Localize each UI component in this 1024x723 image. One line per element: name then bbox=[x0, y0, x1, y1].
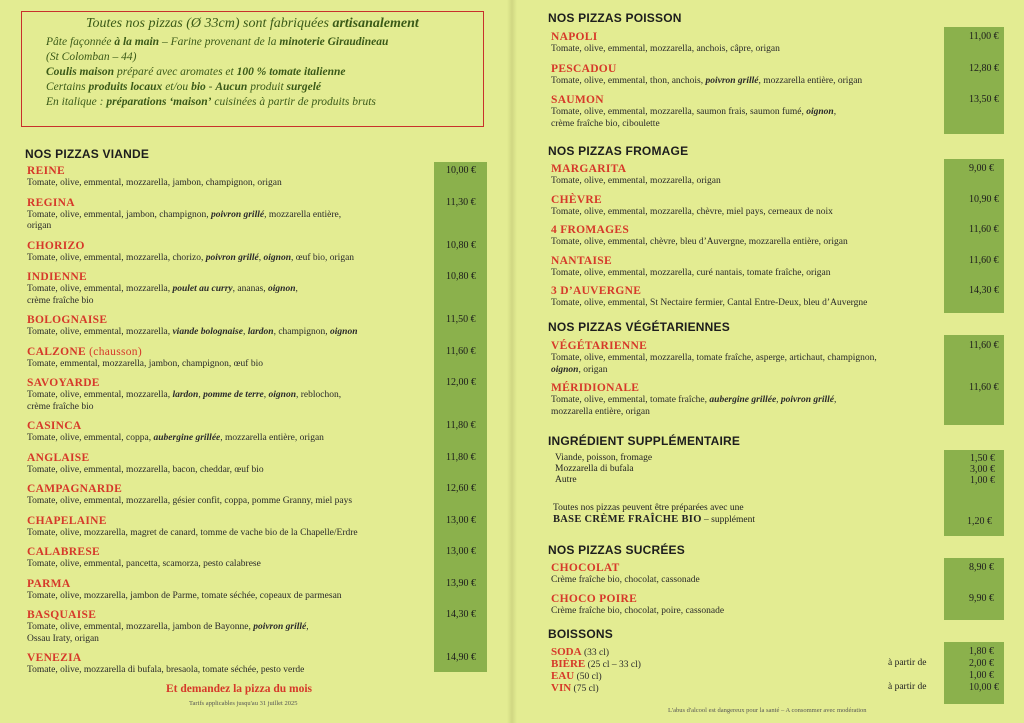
alcohol-note: L'abus d'alcool est dangereux pour la santé – A consommer avec modération bbox=[668, 707, 867, 714]
ingredient-text: , mozzarella entière, origan bbox=[220, 433, 324, 443]
menu-item bbox=[27, 651, 497, 677]
ingredient-text: Tomate, olive, emmental, mozzarella, jambon, champignon, origan bbox=[27, 178, 282, 188]
ingredient-text: Tomate, olive, emmental, St Nectaire fermier, Cantal Entre-Deux, bleu d’Auvergne bbox=[551, 298, 868, 308]
base-row bbox=[553, 514, 1013, 528]
drink-from-label: à partir de bbox=[888, 682, 927, 692]
item-description bbox=[551, 298, 1011, 310]
item-description bbox=[27, 496, 497, 508]
ingredient-text: Tomate, olive, emmental, mozzarella, chorizo, bbox=[27, 252, 206, 263]
item-name bbox=[551, 193, 1011, 207]
ingredient-text: Crème fraîche bio, chocolat, cassonade bbox=[551, 575, 700, 585]
item-price: 9,00 € bbox=[969, 163, 994, 174]
menu-item bbox=[551, 193, 1011, 219]
item-description bbox=[27, 359, 497, 371]
menu-item bbox=[27, 164, 497, 190]
item-name bbox=[27, 577, 497, 591]
intro-line-sauce: Coulis maison préparé avec aromates et 100 % tomate italienne bbox=[46, 66, 346, 78]
item-price: 13,90 € bbox=[446, 577, 476, 589]
menu-item bbox=[551, 254, 1011, 280]
item-name bbox=[27, 419, 497, 433]
ingredient-text: Crème fraîche bio, chocolat, poire, cassonade bbox=[551, 605, 725, 616]
item-description bbox=[551, 44, 1011, 56]
item-name bbox=[27, 608, 497, 622]
ingredient-text: , origan bbox=[578, 364, 608, 375]
extra-row bbox=[555, 464, 1015, 475]
item-description bbox=[27, 528, 497, 540]
ingredient-text: , bbox=[776, 395, 781, 405]
ingredient-text: Tomate, olive, mozzarella, magret de canard, tomme de vache bio de la Chapelle/Erdre bbox=[27, 527, 358, 538]
item-description bbox=[27, 433, 497, 445]
item-title: INDIENNE bbox=[27, 271, 87, 283]
veg-list bbox=[551, 339, 1011, 418]
item-description bbox=[27, 665, 497, 677]
item-price: 13,50 € bbox=[969, 94, 999, 105]
item-price: 14,30 € bbox=[969, 285, 999, 296]
item-title: NANTAISE bbox=[551, 254, 612, 267]
item-name bbox=[27, 164, 497, 178]
tariff-note: Tarifs applicables jusqu'au 31 juillet 2025 bbox=[189, 700, 298, 707]
item-title: CASINCA bbox=[27, 420, 82, 432]
item-name bbox=[551, 592, 1011, 606]
intro-line-dough: Pâte façonnée à la main – Farine provenant de la minoterie Giraudineau bbox=[46, 36, 389, 48]
item-name bbox=[27, 651, 497, 665]
drink-volume: (50 cl) bbox=[574, 672, 602, 682]
drink-price: 1,80 € bbox=[969, 646, 994, 657]
item-title: VENEZIA bbox=[27, 652, 82, 664]
extra-label: Mozzarella di bufala bbox=[555, 464, 634, 475]
item-price: 11,30 € bbox=[446, 196, 476, 208]
item-name bbox=[551, 284, 1011, 298]
fish-section-title: NOS PIZZAS POISSON bbox=[548, 11, 682, 25]
page-fold bbox=[507, 0, 517, 723]
item-title: MARGARITA bbox=[551, 163, 627, 175]
drink-name: SODA bbox=[551, 646, 582, 658]
item-price: 13,00 € bbox=[446, 514, 476, 526]
homemade-ingredient: pomme de terre bbox=[203, 390, 264, 400]
menu-item bbox=[27, 545, 497, 571]
homemade-ingredient: aubergine grillée bbox=[709, 395, 777, 405]
ingredient-text: , reblochon, bbox=[296, 390, 342, 400]
ingredient-text: , mozzarella entière, origan bbox=[758, 75, 863, 86]
sweet-list bbox=[551, 561, 1011, 617]
homemade-ingredient: poivron grillé bbox=[205, 252, 259, 263]
menu-item bbox=[27, 577, 497, 603]
extra-section-title: INGRÉDIENT SUPPLÉMENTAIRE bbox=[548, 434, 741, 448]
drink-name: VIN bbox=[551, 682, 572, 694]
ingredient-text: Tomate, olive, emmental, chèvre, bleu d’Auvergne, mozzarella entière, origan bbox=[551, 237, 848, 247]
item-name bbox=[551, 339, 1011, 353]
ingredient-text: , bbox=[306, 622, 309, 632]
item-title: CHOCO POIRE bbox=[551, 592, 638, 605]
item-price: 11,50 € bbox=[446, 314, 476, 325]
extra-price: 1,50 € bbox=[970, 453, 995, 464]
ingredient-text: origan bbox=[27, 221, 52, 231]
item-name bbox=[551, 30, 1011, 44]
ingredient-text: , bbox=[833, 107, 837, 117]
homemade-ingredient: poivron grillé bbox=[253, 622, 307, 632]
intro-box bbox=[21, 11, 484, 127]
base-price: 1,20 € bbox=[967, 516, 992, 528]
menu-item bbox=[551, 162, 1011, 188]
item-price: 11,80 € bbox=[446, 420, 476, 431]
extra-price: 1,00 € bbox=[970, 475, 995, 487]
item-name bbox=[551, 381, 1011, 395]
drink-volume: (33 cl) bbox=[581, 648, 609, 658]
ingredient-text: , champignon, bbox=[273, 327, 331, 337]
item-title: PARMA bbox=[27, 577, 71, 590]
menu-item bbox=[27, 482, 497, 508]
item-price: 10,90 € bbox=[969, 193, 999, 205]
intro-line-local: Certains produits locaux et/ou bio - Aucun produit surgelé bbox=[46, 81, 322, 93]
item-name bbox=[551, 62, 1011, 76]
item-title: ANGLAISE bbox=[27, 451, 90, 464]
item-description bbox=[27, 622, 497, 645]
ingredient-text: crème fraîche bio, ciboulette bbox=[551, 118, 660, 129]
item-title: CHAPELAINE bbox=[27, 514, 107, 527]
homemade-ingredient: poivron grillé bbox=[705, 75, 759, 86]
item-description bbox=[551, 107, 1011, 130]
item-title: CHOCOLAT bbox=[551, 562, 620, 574]
extra-price: 3,00 € bbox=[970, 464, 995, 476]
item-title: REINE bbox=[27, 165, 65, 177]
item-title: CHÈVRE bbox=[551, 193, 603, 206]
item-price: 11,60 € bbox=[969, 340, 999, 351]
ingredient-text: Tomate, olive, emmental, pancetta, scamorza, pesto calabrese bbox=[27, 559, 261, 569]
drink-row bbox=[551, 658, 1011, 670]
ingredient-text: , ananas, bbox=[232, 284, 269, 294]
ingredient-text: , bbox=[833, 395, 837, 405]
item-name bbox=[551, 223, 1011, 237]
item-title: PESCADOU bbox=[551, 62, 617, 75]
base-line: Toutes nos pizzas peuvent être préparées avec une bbox=[553, 503, 744, 513]
extra-row bbox=[555, 475, 1015, 486]
homemade-ingredient: poulet au curry bbox=[172, 284, 233, 294]
homemade-ingredient: oignon bbox=[806, 107, 834, 117]
item-title: 4 FROMAGES bbox=[551, 224, 630, 236]
menu-item bbox=[551, 592, 1011, 618]
item-price: 11,00 € bbox=[969, 31, 999, 42]
item-title: CHORIZO bbox=[27, 239, 85, 252]
item-title: VÉGÉTARIENNE bbox=[551, 340, 648, 352]
ingredient-text: , bbox=[198, 390, 204, 400]
ingredient-text: , mozzarella entière, bbox=[264, 209, 342, 220]
cheese-section-title: NOS PIZZAS FROMAGE bbox=[548, 144, 689, 158]
item-price: 11,60 € bbox=[969, 382, 999, 393]
item-name bbox=[27, 482, 497, 496]
homemade-ingredient: poivron grillé bbox=[780, 395, 834, 405]
menu-item bbox=[27, 451, 497, 477]
item-description bbox=[551, 76, 1011, 88]
ingredient-text: Tomate, olive, emmental, mozzarella, jambon de Bayonne, bbox=[27, 622, 254, 632]
drinks-list bbox=[551, 646, 1011, 694]
item-price: 11,60 € bbox=[969, 254, 999, 266]
item-description bbox=[551, 395, 1011, 418]
item-price: 10,00 € bbox=[446, 165, 476, 176]
item-title: CAMPAGNARDE bbox=[27, 483, 123, 495]
item-description bbox=[551, 207, 1011, 219]
menu-item bbox=[27, 419, 497, 445]
homemade-ingredient: aubergine grillée bbox=[153, 433, 221, 443]
item-name bbox=[27, 376, 497, 390]
item-title: CALZONE bbox=[27, 345, 86, 358]
homemade-ingredient: poivron grillé bbox=[211, 209, 265, 220]
item-title: 3 D’AUVERGNE bbox=[551, 285, 642, 297]
meat-list bbox=[27, 164, 497, 677]
item-description bbox=[551, 268, 1011, 280]
item-title: SAVOYARDE bbox=[27, 377, 100, 389]
item-description bbox=[27, 284, 497, 307]
menu-item bbox=[551, 561, 1011, 587]
homemade-ingredient: oignon bbox=[268, 390, 296, 400]
ingredient-text: Tomate, olive, emmental, mozzarella, bbox=[27, 327, 173, 337]
ingredient-text: Tomate, olive, emmental, mozzarella, saumon frais, saumon fumé, bbox=[551, 107, 807, 117]
homemade-ingredient: oignon bbox=[330, 327, 358, 337]
item-price: 14,30 € bbox=[446, 609, 476, 620]
item-name bbox=[551, 254, 1011, 268]
homemade-ingredient: lardon bbox=[172, 390, 199, 400]
ingredient-text: , bbox=[263, 390, 269, 400]
item-price: 9,90 € bbox=[969, 592, 994, 604]
ingredient-text: Tomate, olive, emmental, thon, anchois, bbox=[551, 75, 706, 86]
item-title: REGINA bbox=[27, 196, 75, 209]
item-name bbox=[27, 196, 497, 210]
drink-price: 2,00 € bbox=[969, 658, 994, 669]
menu-item bbox=[27, 239, 497, 265]
drink-row bbox=[551, 670, 1011, 682]
item-description bbox=[27, 591, 497, 603]
item-price: 11,60 € bbox=[446, 345, 476, 357]
item-description bbox=[27, 390, 497, 413]
ingredient-text: Tomate, olive, emmental, mozzarella, bacon, cheddar, œuf bio bbox=[27, 464, 264, 475]
extra-row bbox=[555, 453, 1015, 464]
homemade-ingredient: oignon bbox=[551, 364, 579, 375]
drink-volume: (75 cl) bbox=[571, 684, 599, 694]
item-description bbox=[551, 575, 1011, 587]
item-price: 12,00 € bbox=[446, 377, 476, 388]
drink-name: BIÈRE bbox=[551, 658, 586, 670]
homemade-ingredient: oignon bbox=[263, 252, 291, 263]
drink-from-label: à partir de bbox=[888, 658, 927, 668]
menu-item bbox=[27, 196, 497, 233]
ingredient-text: crème fraîche bio bbox=[27, 295, 94, 306]
pizza-of-month: Et demandez la pizza du mois bbox=[166, 683, 312, 695]
item-title: BASQUAISE bbox=[27, 609, 97, 621]
item-price: 13,00 € bbox=[446, 546, 476, 557]
item-name bbox=[27, 313, 497, 327]
ingredient-text: Tomate, olive, mozzarella di bufala, bresaola, tomate séchée, pesto verde bbox=[27, 665, 305, 675]
menu-item bbox=[27, 514, 497, 540]
drink-volume: (25 cl – 33 cl) bbox=[585, 660, 641, 670]
cheese-list bbox=[551, 162, 1011, 310]
item-price: 10,80 € bbox=[446, 239, 476, 251]
intro-line-italic: En italique : préparations ‘maison’ cuisinées à partir de produits bruts bbox=[46, 96, 376, 108]
extra-label: Viande, poisson, fromage bbox=[555, 453, 653, 463]
item-description bbox=[27, 253, 497, 265]
drink-price: 1,00 € bbox=[969, 670, 994, 681]
item-name bbox=[27, 239, 497, 253]
menu-item bbox=[551, 381, 1011, 418]
menu-item bbox=[27, 608, 497, 645]
item-price: 11,80 € bbox=[446, 451, 476, 463]
ingredient-text: Tomate, olive, emmental, mozzarella, tomate fraîche, asperge, artichaut, champignon, bbox=[551, 353, 877, 363]
intro-line-location: (St Colomban – 44) bbox=[46, 51, 137, 63]
ingredient-text: , bbox=[258, 252, 264, 263]
base-block bbox=[553, 503, 1013, 528]
item-price: 11,60 € bbox=[969, 224, 999, 235]
item-price: 12,80 € bbox=[969, 62, 999, 74]
item-title: CALABRESE bbox=[27, 546, 100, 558]
ingredient-text: Tomate, olive, emmental, coppa, bbox=[27, 433, 154, 443]
menu-item bbox=[27, 270, 497, 307]
menu-item bbox=[27, 376, 497, 413]
item-price: 10,80 € bbox=[446, 271, 476, 282]
fish-list bbox=[551, 30, 1011, 130]
ingredient-text: Tomate, olive, emmental, mozzarella, gésier confit, coppa, pomme Granny, miel pays bbox=[27, 496, 353, 506]
extra-label: Autre bbox=[555, 475, 577, 486]
item-name bbox=[27, 514, 497, 528]
item-description bbox=[551, 353, 1011, 376]
item-description bbox=[27, 327, 497, 339]
sweet-section-title: NOS PIZZAS SUCRÉES bbox=[548, 543, 685, 557]
item-description bbox=[27, 178, 497, 190]
item-name bbox=[551, 561, 1011, 575]
ingredient-text: Tomate, olive, emmental, mozzarella, curé nantais, tomate fraîche, origan bbox=[551, 267, 831, 278]
ingredient-text: crème fraîche bio bbox=[27, 401, 94, 412]
item-price: 12,60 € bbox=[446, 483, 476, 494]
item-price: 8,90 € bbox=[969, 562, 994, 573]
homemade-ingredient: viande bolognaise bbox=[172, 327, 243, 337]
menu-item bbox=[551, 93, 1011, 130]
item-name bbox=[551, 93, 1011, 107]
menu-item bbox=[551, 339, 1011, 376]
ingredient-text: , bbox=[295, 284, 298, 294]
item-name bbox=[27, 545, 497, 559]
item-name bbox=[27, 345, 497, 359]
drink-row bbox=[551, 682, 1011, 694]
item-description bbox=[551, 606, 1011, 618]
item-description bbox=[27, 210, 497, 233]
ingredient-text: Tomate, emmental, mozzarella, jambon, champignon, œuf bio bbox=[27, 358, 263, 369]
base-name: BASE CRÈME FRAÎCHE BIO bbox=[553, 514, 702, 526]
item-description bbox=[27, 465, 497, 477]
drink-name: EAU bbox=[551, 670, 575, 682]
item-description bbox=[551, 237, 1011, 249]
ingredient-text: , bbox=[242, 327, 248, 337]
intro-title: Toutes nos pizzas (Ø 33cm) sont fabriquées artisanalement bbox=[86, 16, 419, 31]
menu-item bbox=[551, 223, 1011, 249]
menu-item bbox=[551, 62, 1011, 88]
homemade-ingredient: lardon bbox=[247, 327, 274, 337]
item-price: 14,90 € bbox=[446, 652, 476, 663]
ingredient-text: Tomate, olive, emmental, jambon, champignon, bbox=[27, 209, 212, 220]
ingredient-text: , œuf bio, origan bbox=[290, 252, 355, 263]
meat-section-title: NOS PIZZAS VIANDE bbox=[25, 147, 150, 161]
menu-item bbox=[551, 30, 1011, 56]
item-description bbox=[551, 176, 1011, 188]
veg-section-title: NOS PIZZAS VÉGÉTARIENNES bbox=[548, 320, 730, 334]
ingredient-text: Tomate, olive, emmental, tomate fraîche, bbox=[551, 395, 710, 405]
item-description bbox=[27, 559, 497, 571]
drinks-section-title: BOISSONS bbox=[548, 627, 613, 641]
item-name bbox=[551, 162, 1011, 176]
item-title: SAUMON bbox=[551, 94, 604, 106]
item-name bbox=[27, 451, 497, 465]
item-name bbox=[27, 270, 497, 284]
item-title: NAPOLI bbox=[551, 31, 598, 43]
drink-row bbox=[551, 646, 1011, 658]
ingredient-text: Tomate, olive, mozzarella, jambon de Parme, tomate séchée, copeaux de parmesan bbox=[27, 590, 342, 601]
ingredient-text: Tomate, olive, emmental, mozzarella, chèvre, miel pays, cerneaux de noix bbox=[551, 206, 833, 217]
homemade-ingredient: oignon bbox=[268, 284, 296, 294]
menu-item bbox=[27, 345, 497, 371]
item-title: MÉRIDIONALE bbox=[551, 382, 640, 394]
item-title: BOLOGNAISE bbox=[27, 314, 108, 326]
ingredient-text: Tomate, olive, emmental, mozzarella, bbox=[27, 284, 173, 294]
ingredient-text: Ossau Iraty, origan bbox=[27, 633, 99, 644]
ingredient-text: Tomate, olive, emmental, mozzarella, bbox=[27, 390, 173, 400]
item-suffix: (chausson) bbox=[85, 345, 142, 358]
drink-price: 10,00 € bbox=[969, 682, 999, 693]
menu-item bbox=[27, 313, 497, 339]
ingredient-text: mozzarella entière, origan bbox=[551, 406, 650, 417]
menu-item bbox=[551, 284, 1011, 310]
extra-list bbox=[555, 453, 1015, 487]
base-suffix: – supplément bbox=[701, 515, 755, 526]
ingredient-text: Tomate, olive, emmental, mozzarella, origan bbox=[551, 176, 721, 186]
ingredient-text: Tomate, olive, emmental, mozzarella, anchois, câpre, origan bbox=[551, 44, 780, 54]
